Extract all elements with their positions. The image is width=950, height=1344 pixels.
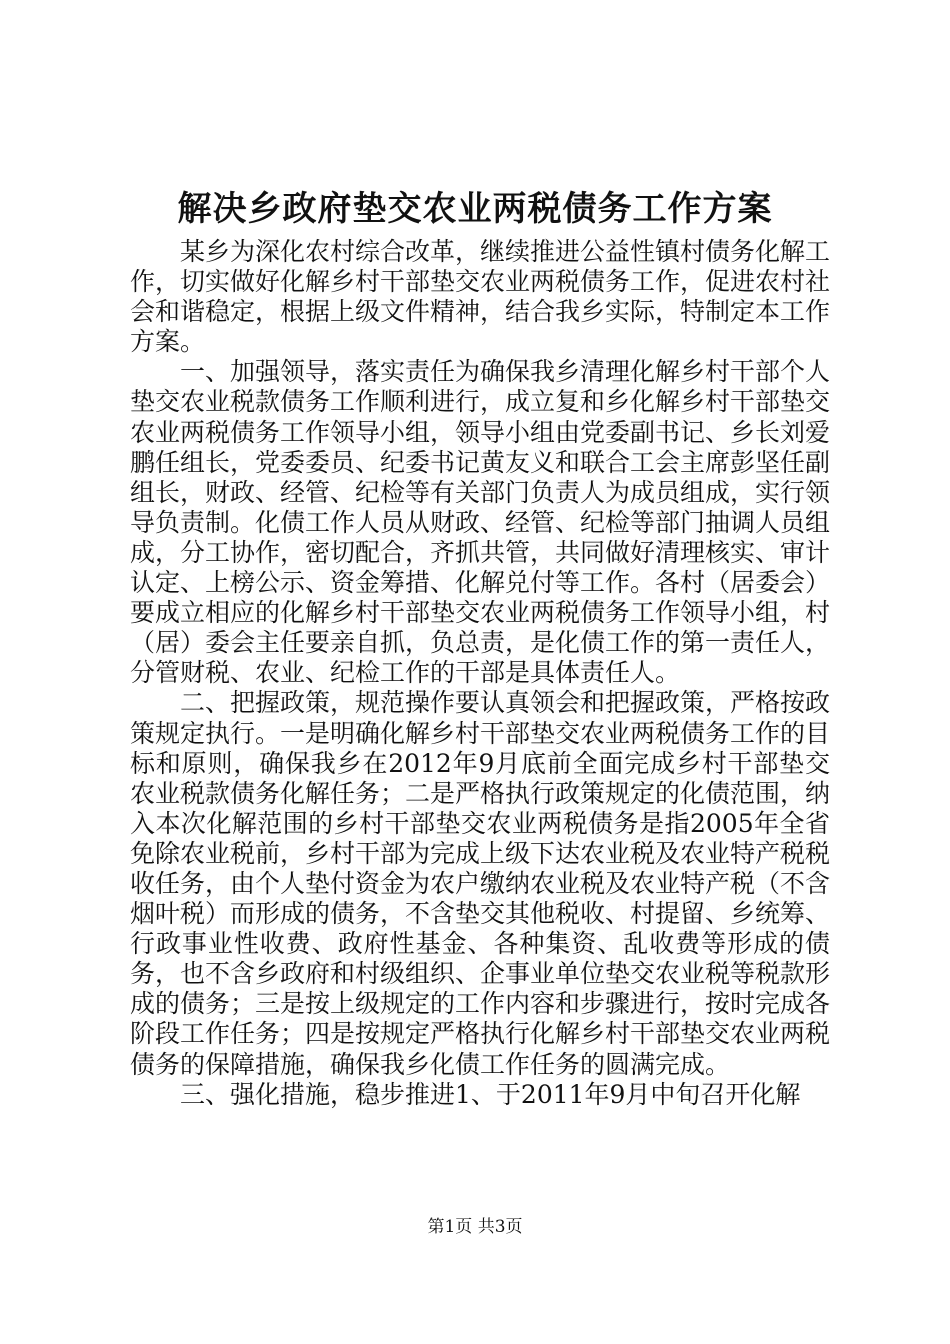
document-body [130, 237, 830, 1110]
page-footer: 第1页 共3页 [427, 1217, 523, 1237]
paragraph-section-2: 二、把握政策，规范操作要认真领会和把握政策，严格按政策规定执行。一是明确化解乡村干部垫交农业两税债务工作的目标和原则，确保我乡在2012年9月底前全面完成乡村干部垫交农业税款债务化解任务；二是严格执行政策规定的化债范围，纳入本次化解范围的乡村干部垫交农业两税债务是指2005年全省免除农业税前，乡村干部为完成上级下达农业税及农业特产税税收任务，由个人垫付资金为农户缴纳农业税及农业特产税（不含烟叶税）而形成的债务，不含垫交其他税收、村提留、乡统筹、行政事业性收费、政府性基金、各种集资、乱收费等形成的债务，也不含乡政府和村级组织、企事业单位垫交农业税等税款形成的债务；三是按上级规定的工作内容和步骤进行，按时完成各阶段工作任务；四是按规定严格执行化解乡村干部垫交农业两税债务的保障措施，确保我乡化债工作任务的圆满完成。 [130, 688, 831, 1079]
paragraph-section-1: 一、加强领导，落实责任为确保我乡清理化解乡村干部个人垫交农业税款债务工作顺利进行，成立复和乡化解乡村干部垫交农业两税债务工作领导小组，领导小组由党委副书记、乡长刘爱鹏任组长，党委委员、纪委书记黄友义和联合工会主席彭坚任副组长，财政、经管、纪检等有关部门负责人为成员组成，实行领导负责制。化债工作人员从财政、经管、纪检等部门抽调人员组成，分工协作，密切配合，齐抓共管，共同做好清理核实、审计认定、上榜公示、资金筹措、化解兑付等工作。各村（居委会）要成立相应的化解乡村干部垫交农业两税债务工作领导小组，村（居）委会主任要亲自抓，负总责，是化债工作的第一责任人，分管财税、农业、纪检工作的干部是具体责任人。 [130, 357, 831, 688]
paragraph-intro: 某乡为深化农村综合改革，继续推进公益性镇村债务化解工作，切实做好化解乡村干部垫交农业两税债务工作，促进农村社会和谐稳定，根据上级文件精神，结合我乡实际，特制定本工作方案。 [130, 237, 831, 357]
paragraph-section-3: 三、强化措施，稳步推进1、于2011年9月中旬召开化解 [180, 1079, 801, 1109]
document-title: 解决乡政府垫交农业两税债务工作方案 [177, 189, 773, 229]
